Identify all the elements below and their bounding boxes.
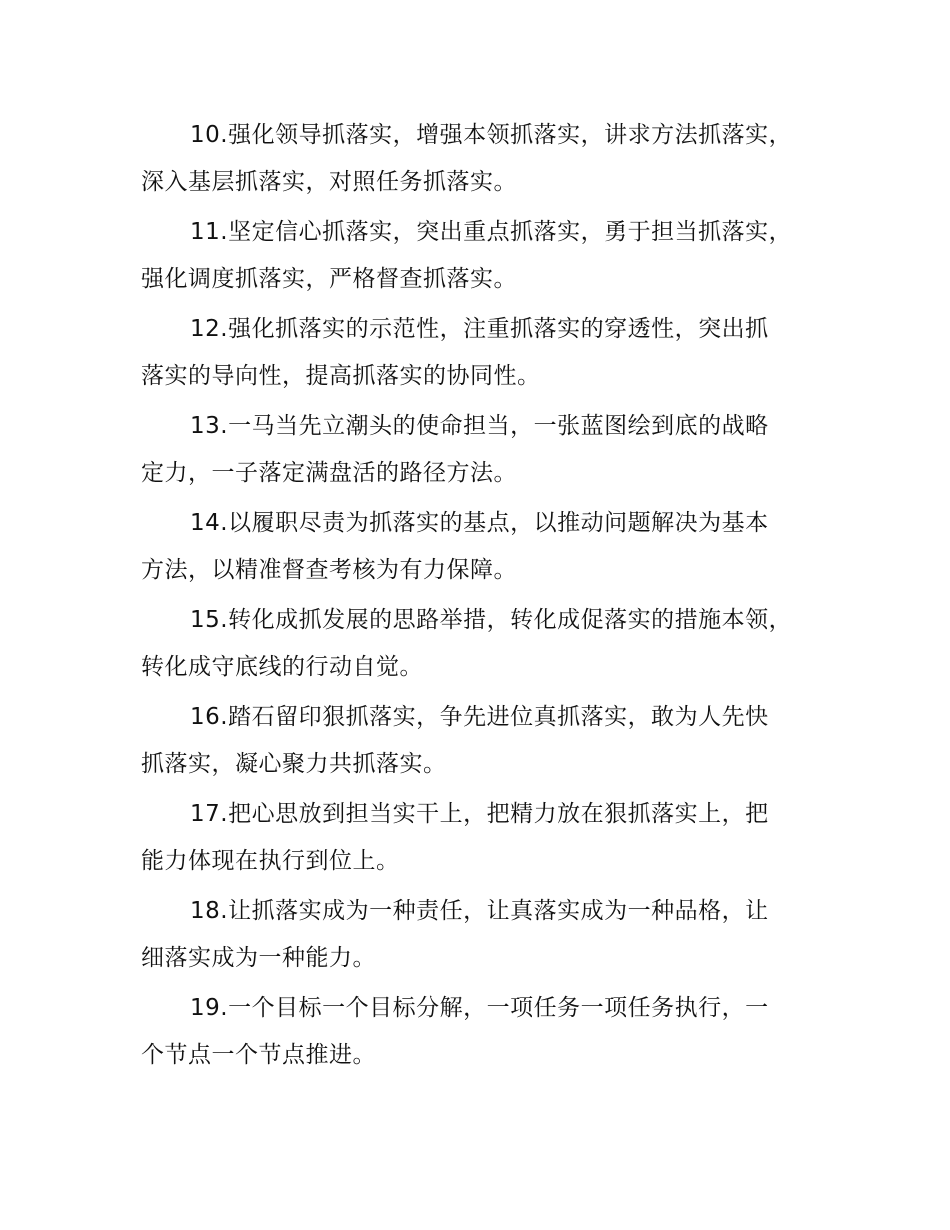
paragraph-13: 13.一马当先立潮头的使命担当，一张蓝图绘到底的战略 定力，一子落定满盘活的路径方法。 <box>141 413 769 486</box>
paragraph-16: 16.踏石留印狠抓落实，争先进位真抓落实，敢为人先快 抓落实，凝心聚力共抓落实。 <box>141 704 769 777</box>
paragraph-17: 17.把心思放到担当实干上，把精力放在狠抓落实上，把 能力体现在执行到位上。 <box>141 801 769 874</box>
paragraph-14: 14.以履职尽责为抓落实的基点，以推动问题解决为基本 方法，以精准督查考核为有力保障。 <box>141 510 769 583</box>
document-body <box>141 112 831 1082</box>
paragraph-15: 15.转化成抓发展的思路举措，转化成促落实的措施本领， 转化成守底线的行动自觉。 <box>141 607 793 680</box>
paragraph-11: 11.坚定信心抓落实，突出重点抓落实，勇于担当抓落实， 强化调度抓落实，严格督查抓落实。 <box>141 219 793 292</box>
paragraph-10: 10.强化领导抓落实，增强本领抓落实，讲求方法抓落实， 深入基层抓落实，对照任务抓落实。 <box>141 122 793 195</box>
paragraph-12: 12.强化抓落实的示范性，注重抓落实的穿透性，突出抓 落实的导向性，提高抓落实的协同性。 <box>141 316 769 389</box>
paragraph-18: 18.让抓落实成为一种责任，让真落实成为一种品格，让 细落实成为一种能力。 <box>141 898 769 971</box>
paragraph-19: 19.一个目标一个目标分解，一项任务一项任务执行，一 个节点一个节点推进。 <box>141 995 769 1068</box>
